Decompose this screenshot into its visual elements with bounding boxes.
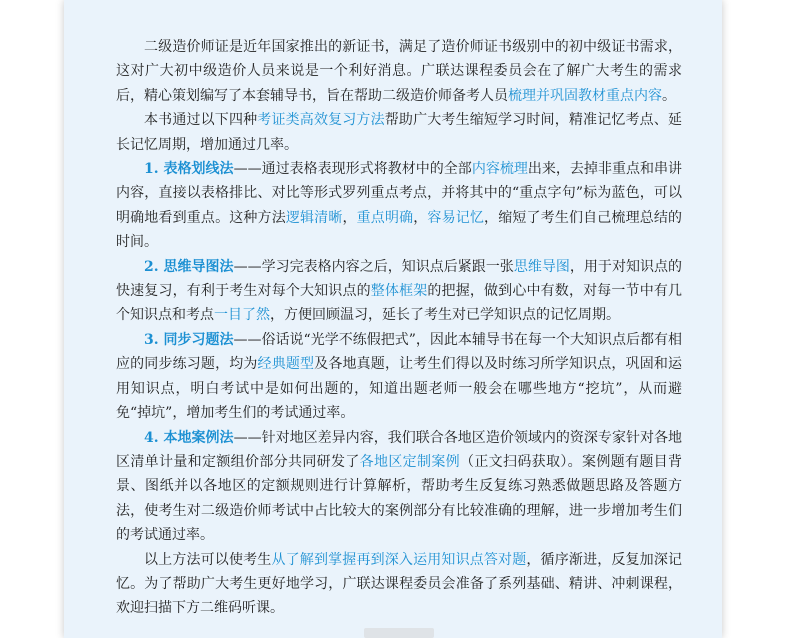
text-segment: ——俗话说“光学不练假把式”，因此本辅导书在每一个大知识点后都有相应的同步练习题，均为 [116, 331, 682, 373]
text-segment: 本书通过以下四种 [144, 112, 258, 129]
text-segment: ——通过表格表现形式将教材中的全部 [233, 161, 472, 178]
book-page [64, 0, 722, 638]
text-segment: ，用于对知识点的快速复习，有利于考生对每个大知识点的 [116, 258, 683, 300]
text-segment: ， [413, 209, 428, 226]
highlighted-phrase: 各地区定制案例 [359, 453, 461, 470]
paragraph-method-mindmap [116, 255, 682, 328]
highlighted-phrase: 容易记忆 [427, 209, 485, 226]
highlighted-phrase: 一目了然 [214, 307, 270, 324]
highlighted-phrase: 考证类高效复习方法 [257, 112, 385, 129]
highlighted-phrase: 经典题型 [257, 356, 315, 373]
method-heading: 1. 表格划线法 [144, 161, 234, 178]
paragraph-intro [116, 35, 682, 108]
qr-code-top-edge [364, 628, 434, 638]
paragraph-closing [116, 548, 682, 621]
paragraph-method-exercises [116, 328, 682, 426]
text-segment: 二级造价师证是近年国家推出的新证书，满足了造价师证书级别中的初中级证书需求，这对广大初中级造价人员来说是一个利好消息。广联达课程委员会在了解广大考生的需求后，精心策划编写了本套辅导书，旨在帮助二级造价师备考人员 [116, 39, 682, 104]
method-heading: 4. 本地案例法 [144, 429, 234, 446]
highlighted-phrase: 从了解到掌握再到深入运用知识点答对题 [271, 551, 527, 568]
text-segment: ——学习完表格内容之后，知识点后紧跟一张 [233, 258, 514, 275]
text-segment: 帮助广大考生缩短学习时间，精准记忆考点、延长记忆周期，增加通过几率。 [116, 112, 683, 153]
highlighted-phrase: 逻辑清晰 [285, 209, 343, 226]
method-heading: 3. 同步习题法 [144, 331, 234, 348]
text-segment: 。 [662, 87, 676, 104]
text-segment: ——针对地区差异内容，我们联合各地区造价领域内的资深专家针对各地区清单计量和定额组价部分共同研发了 [116, 429, 682, 470]
text-segment: ，循序渐进，反复加深记忆。为了帮助广大考生更好地学习，广联达课程委员会准备了系列基础、精讲、冲刺课程，欢迎扫描下方二维码听课。 [116, 551, 683, 617]
text-segment: 出来，去掉非重点和串讲内容，直接以表格排比、对比等形式罗列重点考点，并将其中的“重点字句”标为蓝色，可以明确地看到重点。这种方法 [116, 161, 683, 226]
paragraph-overview [116, 108, 682, 157]
text-segment: ，缩短了考生们自己梳理总结的时间。 [116, 209, 683, 251]
preface-text [116, 35, 682, 621]
highlighted-phrase: 内容梳理 [471, 161, 528, 178]
text-segment: 及各地真题，让考生们得以及时练习所学知识点，巩固和运用知识点，明白考试中是如何出题的，知道出题老师一般会在哪些地方“挖坑”，从而避免“掉坑”，增加考生们的考试通过率。 [116, 356, 683, 422]
paragraph-method-local-cases [116, 426, 682, 548]
highlighted-phrase: 重点明确 [356, 209, 414, 226]
text-segment: ， [342, 209, 357, 226]
method-heading: 2. 思维导图法 [144, 258, 234, 275]
highlighted-phrase: 梳理并巩固教材重点内容 [508, 87, 662, 104]
paragraph-method-table [116, 157, 682, 255]
text-segment: （正文扫码获取）。案例题有题目背景、图纸并以各地区的定额规则进行计算解析，帮助考生反复练习熟悉做题思路及答题方法，使考生对二级造价师考试中占比较大的案例部分有比较准确的理解，进一步增加考生们的考试通过率。 [116, 453, 683, 544]
text-segment: ，方便回顾温习，延长了考生对已学知识点的记忆周期。 [270, 307, 620, 324]
highlighted-phrase: 整体框架 [370, 283, 428, 300]
highlighted-phrase: 思维导图 [513, 258, 570, 275]
text-segment: 以上方法可以使考生 [144, 551, 272, 568]
text-segment: 的把握，做到心中有数，对每一节中有几个知识点和考点 [116, 283, 683, 324]
